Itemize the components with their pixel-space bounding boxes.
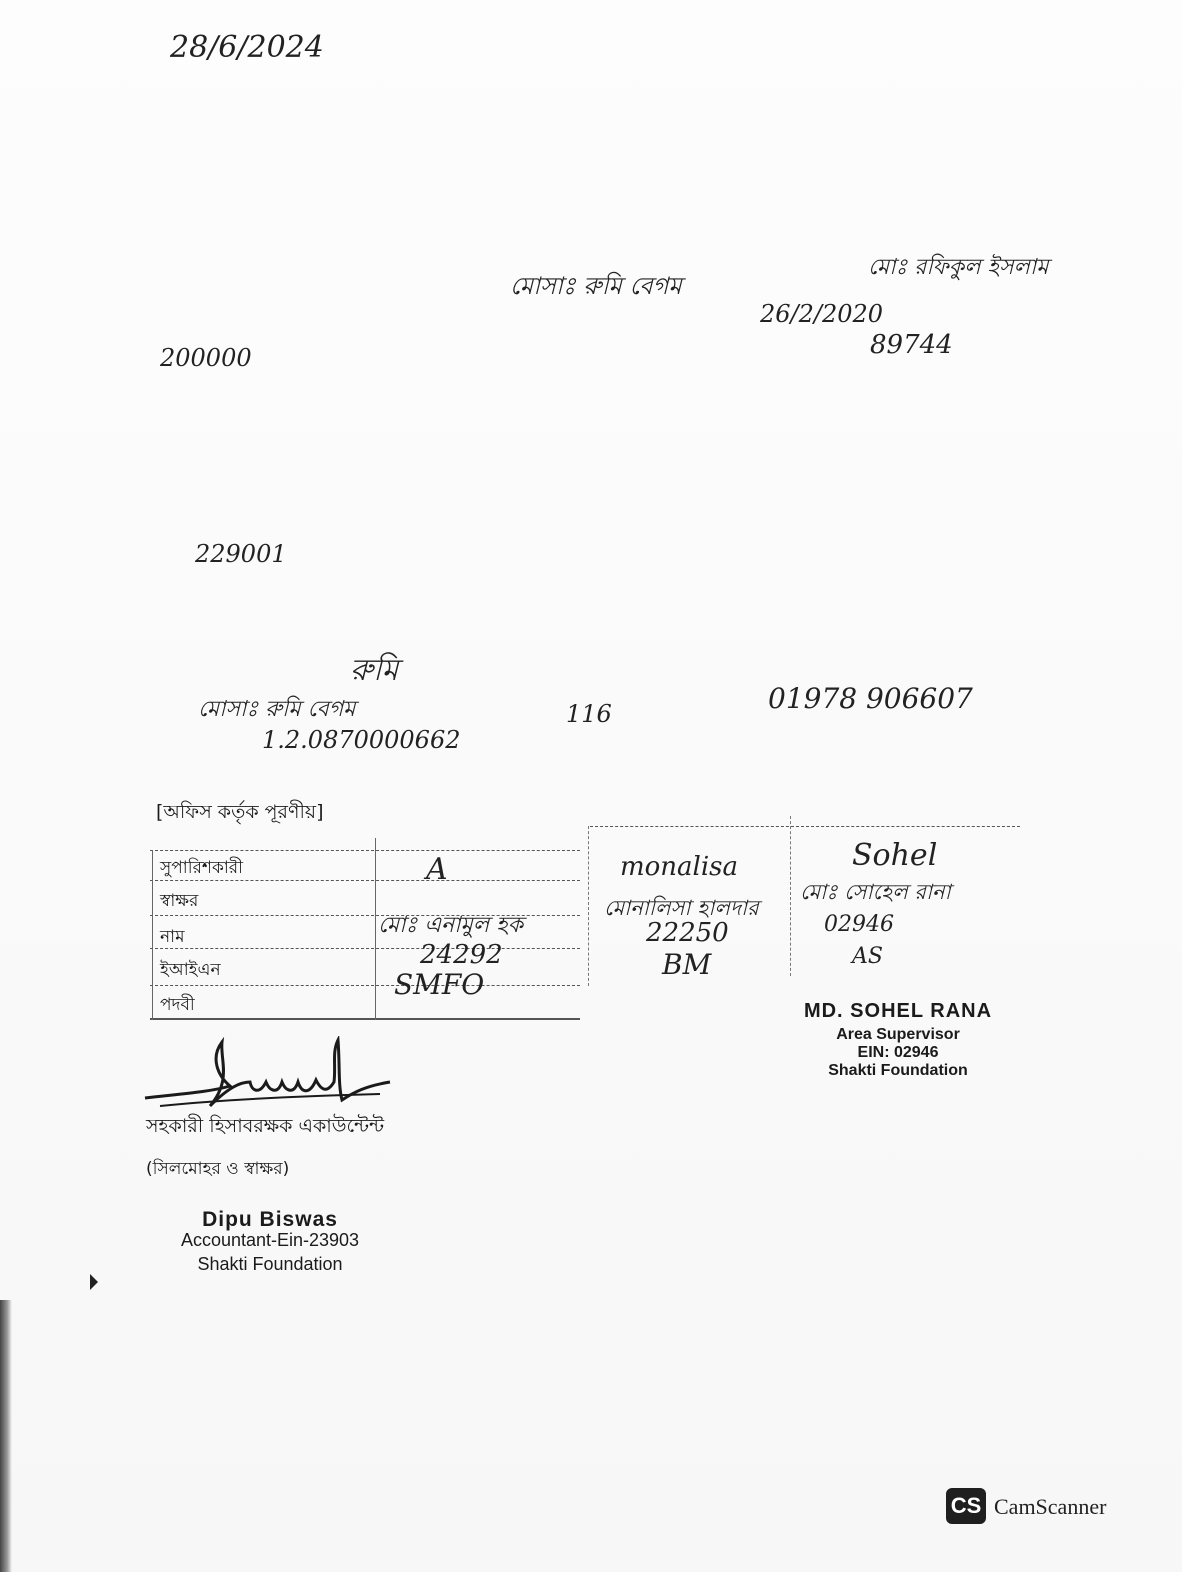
stamp-sohel-org: Shakti Foundation <box>828 1062 968 1079</box>
scan-edge-shadow <box>0 1300 12 1572</box>
col3-signature: Sohel <box>852 838 938 873</box>
col1-signature: A <box>426 852 448 887</box>
col2-designation: BM <box>662 948 712 981</box>
table-line <box>150 850 580 851</box>
stamp-dipu-org: Shakti Foundation <box>197 1254 343 1274</box>
camscanner-logo-icon: CS <box>946 1488 986 1524</box>
table-bottom-line <box>150 1018 580 1020</box>
member-name: মোসাঃ রুমি বেগম <box>198 697 356 722</box>
loan-date: 26/2/2020 <box>760 300 884 328</box>
table-vline <box>375 838 376 1020</box>
table-line <box>590 826 1020 827</box>
col1-name: মোঃ এনামুল হক <box>378 913 524 938</box>
col2-signature: monalisa <box>620 852 739 882</box>
guardian-name: মোঃ রফিকুল ইসলাম <box>868 255 1049 280</box>
col1-designation: SMFO <box>394 968 485 1001</box>
outstanding-amount: 89744 <box>870 330 953 360</box>
stamp-dipu-name: Dipu Biswas <box>202 1208 338 1231</box>
col2-name: মোনালিসা হালদার <box>604 896 759 920</box>
member-number: 1.2.0870000662 <box>262 726 461 754</box>
row-label-name: নাম <box>160 927 185 947</box>
member-signature: রুমি <box>350 653 399 688</box>
applicant-name: মোসাঃ রুমি বেগম <box>510 272 682 300</box>
row-label-recommender: সুপারিশকারী <box>160 858 244 878</box>
loan-amount: 200000 <box>160 344 252 372</box>
stamp-sohel-ein: EIN: 02946 <box>857 1044 939 1061</box>
accountant-label: সহকারী হিসাবরক্ষক একাউন্টেন্ট <box>146 1115 385 1137</box>
member-code: 116 <box>566 700 612 728</box>
accountant-sub-label: (সিলমোহর ও স্বাক্ষর) <box>146 1159 290 1179</box>
col2-ein: 22250 <box>646 918 729 948</box>
stamp-sohel-name: MD. SOHEL RANA <box>803 1000 993 1022</box>
col1-ein: 24292 <box>420 940 503 970</box>
table-line <box>150 948 580 949</box>
date-value: 28/6/2024 <box>170 30 324 65</box>
member-mobile: 01978 906607 <box>768 682 973 715</box>
col3-designation: AS <box>852 944 883 969</box>
col3-ein: 02946 <box>824 912 894 937</box>
row-label-signature: স্বাক্ষর <box>160 891 199 911</box>
row-label-designation: পদবী <box>160 995 195 1015</box>
margin-mark <box>90 1274 98 1290</box>
table-line <box>150 985 580 986</box>
camscanner-text: CamScanner <box>994 1494 1107 1519</box>
table-vline <box>790 816 791 976</box>
col3-name: মোঃ সোহেল রানা <box>800 880 951 904</box>
table-vline <box>152 850 153 1020</box>
table-vline <box>588 826 589 986</box>
office-section-title: [অফিস কর্তৃক পূরণীয়] <box>156 801 324 823</box>
waiver-amount: 229001 <box>195 540 287 568</box>
stamp-sohel-role: Area Supervisor <box>836 1026 960 1043</box>
accountant-signature <box>140 1036 400 1120</box>
row-label-ein: ইআইএন <box>160 960 221 980</box>
stamp-dipu-role: Accountant-Ein-23903 <box>180 1230 360 1250</box>
